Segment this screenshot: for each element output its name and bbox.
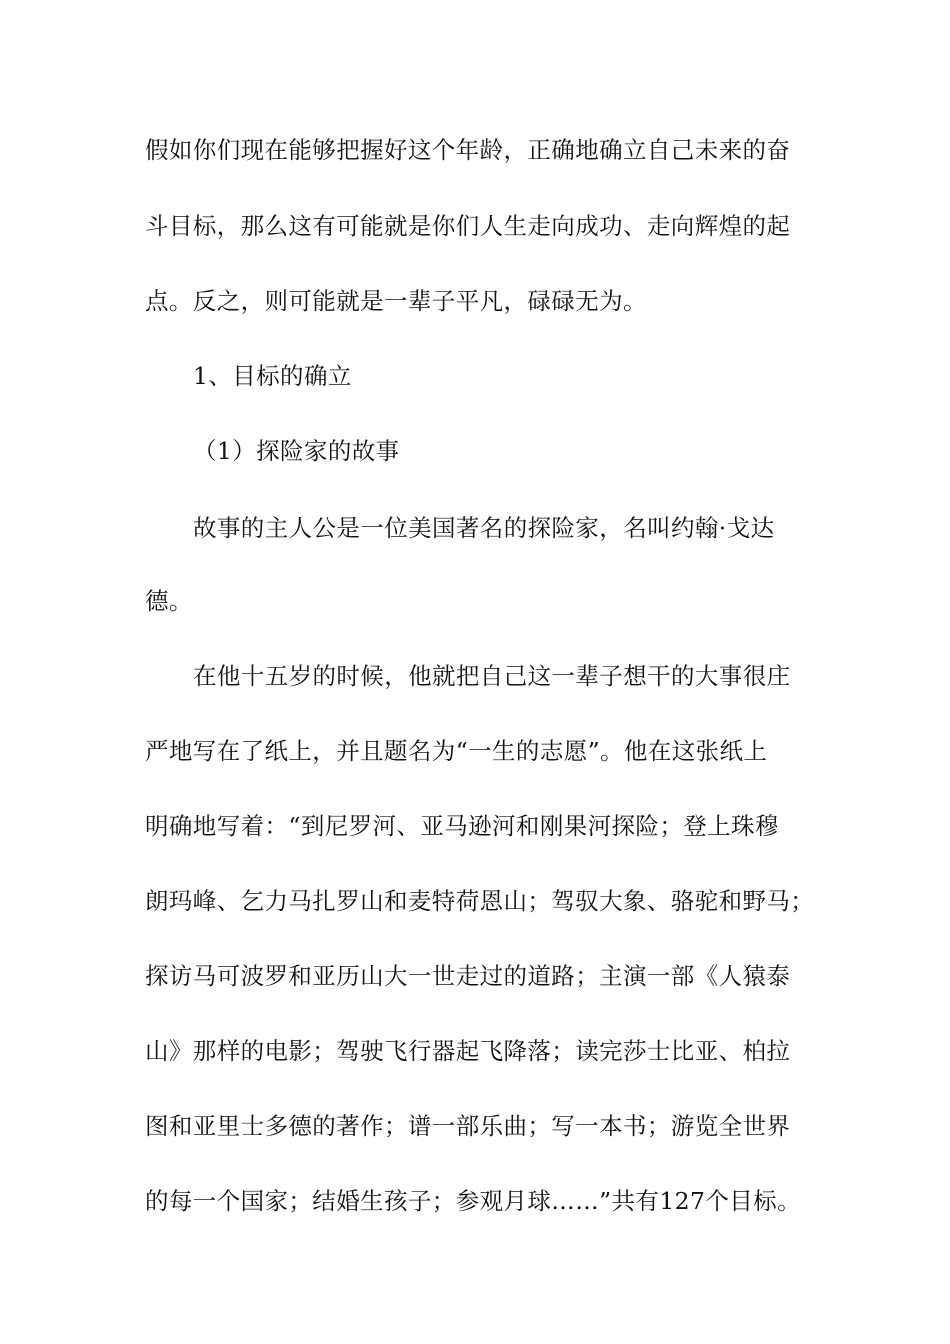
text-line: 在他十五岁的时候，他就把自己这一辈子想干的大事很庄 xyxy=(193,662,791,690)
text-line: 德。 xyxy=(145,587,193,615)
text-line: 假如你们现在能够把握好这个年龄，正确地确立自己未来的奋 xyxy=(145,136,791,164)
text-line: 的每一个国家；结婚生孩子；参观月球……”共有127个目标。 xyxy=(145,1187,801,1215)
subsection-heading: （1）探险家的故事 xyxy=(193,437,400,465)
text-line: 山》那样的电影；驾驶飞行器起飞降落；读完莎士比亚、柏拉 xyxy=(145,1037,791,1065)
text-line: 探访马可波罗和亚历山大一世走过的道路；主演一部《人猿泰 xyxy=(145,962,791,990)
text-line: 故事的主人公是一位美国著名的探险家，名叫约翰·戈达 xyxy=(193,514,775,542)
text-line: 点。反之，则可能就是一辈子平凡，碌碌无为。 xyxy=(145,287,647,315)
text-line: 明确地写着：“到尼罗河、亚马逊河和刚果河探险；登上珠穆 xyxy=(145,812,779,840)
section-heading: 1、目标的确立 xyxy=(193,362,352,390)
text-line: 图和亚里士多德的著作；谱一部乐曲；写一本书；游览全世界 xyxy=(145,1112,791,1140)
text-line: 斗目标，那么这有可能就是你们人生走向成功、走向辉煌的起 xyxy=(145,212,791,240)
text-line: 严地写在了纸上，并且题名为“一生的志愿”。他在这张纸上 xyxy=(145,737,768,765)
text-line: 朗玛峰、乞力马扎罗山和麦特荷恩山；驾驭大象、骆驼和野马； xyxy=(145,887,815,915)
